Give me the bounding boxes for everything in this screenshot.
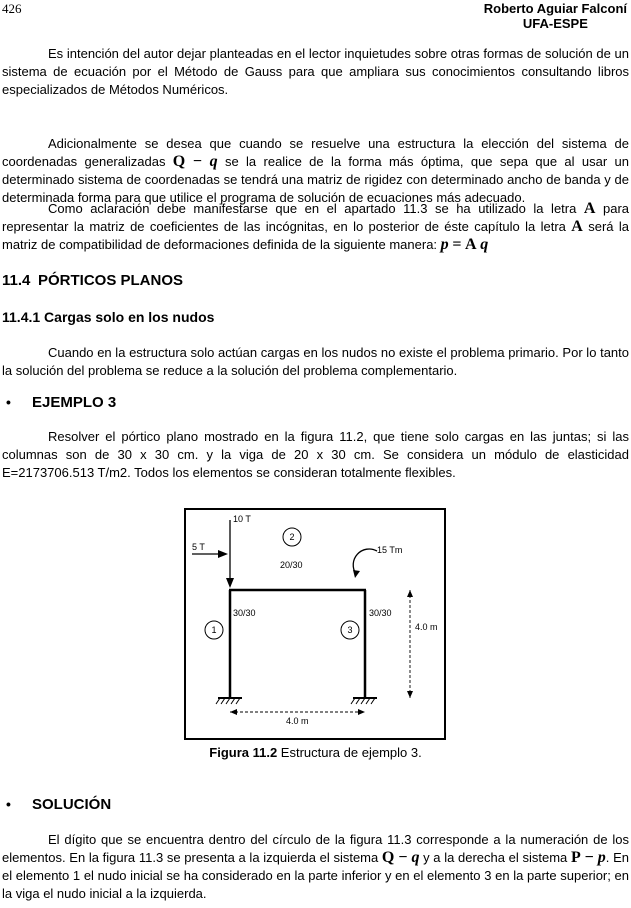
math-Q: Q (172, 153, 186, 170)
example-heading: • EJEMPLO 3 (6, 394, 117, 411)
label-horizontal-load: 5 T (192, 542, 205, 552)
element-1-label: 1 (211, 625, 217, 635)
frame-figure (184, 508, 446, 740)
paragraph-clarification: Como aclaración debe manifestarse que en el apartado 11.3 se ha utilizado la letra A para representar la matriz de coeficientes de las incógnitas, en lo posterior de éste capítulo la letra A será la matriz de compatibilidad de deformaciones definida de la siguiente manera: p = A q (2, 200, 629, 253)
running-header (484, 1, 627, 31)
solution-heading: • SOLUCIÓN (6, 796, 112, 813)
math-A: A (583, 200, 596, 217)
paragraph-coordinates: Adicionalmente se desea que cuando se resuelve una estructura la elección del sistema de coordenadas generalizadas Q − q se la realice de la forma más óptima, que sepa que al usar un determinado sistema de coordenadas se tendrá una matriz de rigidez con determinado ancho de banda y de determinada forma para que utilice el programa de solución de ecuaciones más adecuado. (2, 136, 629, 205)
label-width: 4.0 m (286, 716, 309, 726)
math-q: q (209, 153, 218, 170)
subsection-heading: 11.4.1 Cargas solo en los nudos (2, 309, 215, 325)
label-beam-section: 20/30 (280, 560, 303, 570)
page-number: 426 (2, 1, 22, 16)
paragraph-problem: Resolver el pórtico plano mostrado en la figura 11.2, que tiene solo cargas en las juntas; si las columnas son de 30 x 30 cm. y la viga de 20 x 30 cm. Se considera un módulo de elasticidad E=2173706.513 T/m2. Todos los elementos se consideran totalmente flexibles. (2, 429, 629, 480)
label-height: 4.0 m (415, 622, 438, 632)
figure-caption: Figura 11.2 Estructura de ejemplo 3. (209, 745, 422, 760)
paragraph-solution: El dígito que se encuentra dentro del círculo de la figura 11.3 corresponde a la numeración de los elementos. En la figura 11.3 se presenta a la izquierda el sistema Q − q y a la derecha el sistema P − p. En el elemento 1 el nudo inicial se ha considerado en la parte inferior y en el elemento 3 en la parte superior; en la viga el nudo inicial a la izquierda. (2, 832, 629, 901)
paragraph-intro: Es intención del autor dejar planteadas en el lector inquietudes sobre otras formas de solución de un sistema de ecuación por el Método de Gauss para que ampliara sus conocimientos consultando libros especializados de Métodos Numéricos. (2, 46, 629, 97)
paragraph-nodal-loads: Cuando en la estructura solo actúan cargas en los nudos no existe el problema primario. Por lo tanto la solución del problema se reduce a la solución del problema complementario. (2, 345, 629, 378)
institution: UFA-ESPE (522, 16, 588, 31)
element-2-label: 2 (289, 532, 295, 542)
label-col-right-section: 30/30 (369, 608, 392, 618)
section-heading: 11.4 PÓRTICOS PLANOS (2, 272, 184, 289)
author-name: Roberto Aguiar Falconí (483, 1, 627, 16)
label-vertical-load: 10 T (233, 514, 251, 524)
label-col-left-section: 30/30 (233, 608, 256, 618)
figure-border (185, 509, 445, 739)
label-moment: 15 Tm (377, 545, 403, 555)
element-3-label: 3 (347, 625, 353, 635)
